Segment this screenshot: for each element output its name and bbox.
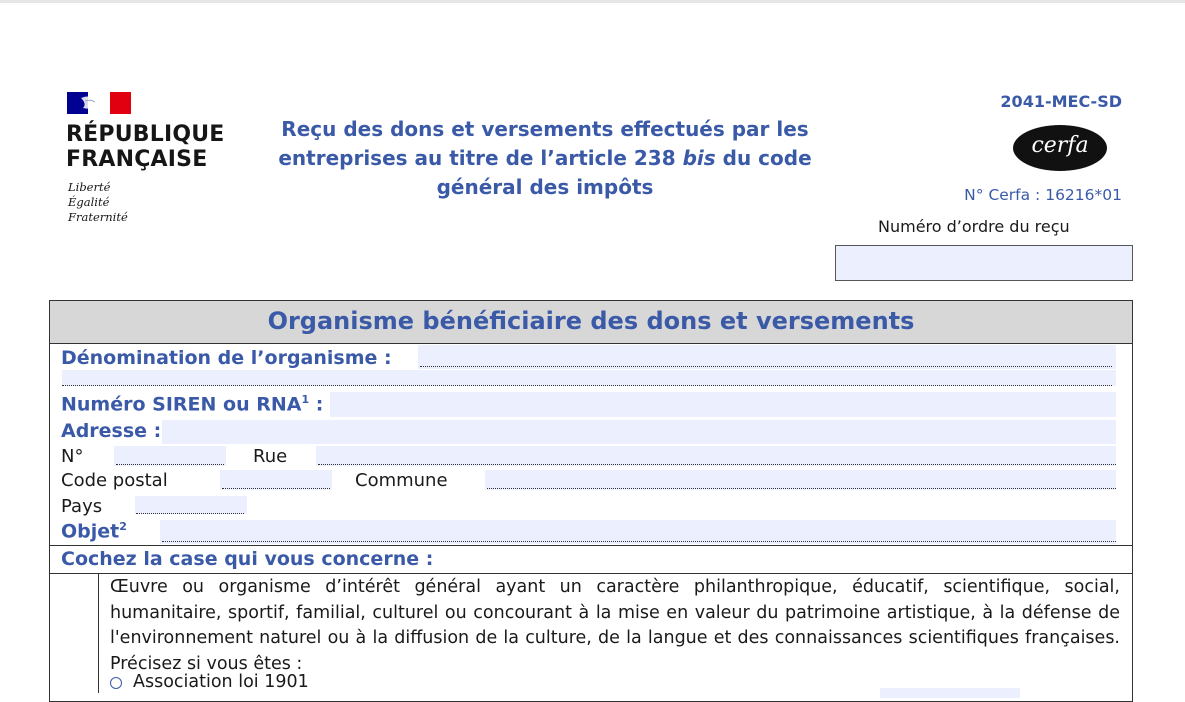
object-dotted-line bbox=[162, 541, 1116, 542]
republic-motto: Liberté Égalité Fraternité bbox=[68, 180, 128, 224]
denomination-dotted-line-2 bbox=[62, 385, 1112, 386]
city-label: Commune bbox=[355, 470, 448, 491]
order-number-label: Numéro d’ordre du reçu bbox=[878, 217, 1070, 236]
checkbox-row-top-border bbox=[50, 573, 1132, 574]
street-number-dotted-line bbox=[116, 464, 224, 465]
denomination-field-line2[interactable] bbox=[62, 370, 1116, 386]
cerfa-logo: cerfa bbox=[1013, 125, 1107, 171]
order-number-field[interactable] bbox=[835, 245, 1133, 281]
form-code: 2041-MEC-SD bbox=[1000, 92, 1122, 111]
country-field[interactable] bbox=[135, 496, 247, 514]
denomination-label: Dénomination de l’organisme : bbox=[61, 347, 392, 369]
section-title: Organisme bénéficiaire des dons et versements bbox=[267, 307, 915, 335]
siren-label: Numéro SIREN ou RNA$^1$ : bbox=[61, 393, 324, 416]
republique-francaise-name: RÉPUBLIQUE FRANÇAISE bbox=[66, 122, 225, 172]
siren-field[interactable] bbox=[330, 392, 1116, 417]
top-border bbox=[0, 0, 1185, 3]
section-header bbox=[50, 301, 1132, 344]
postal-code-field[interactable] bbox=[220, 470, 332, 490]
cerfa-number: N° Cerfa : 16216*01 bbox=[964, 186, 1122, 204]
country-label: Pays bbox=[61, 496, 103, 517]
address-field[interactable] bbox=[162, 420, 1116, 444]
marianne-flag-logo bbox=[67, 92, 131, 114]
check-instruction-label: Cochez la case qui vous concerne : bbox=[61, 548, 434, 570]
form-title: Reçu des dons et versements effectués par les entreprises au titre de l’article 238 bis du code général des impôts bbox=[278, 117, 812, 199]
street-number-label: N° bbox=[61, 446, 84, 467]
city-dotted-line bbox=[487, 488, 1116, 489]
postal-code-label: Code postal bbox=[61, 470, 168, 491]
street-dotted-line bbox=[318, 464, 1116, 465]
street-field[interactable] bbox=[316, 446, 1116, 466]
section-divider bbox=[50, 545, 1132, 546]
checkbox-column[interactable] bbox=[98, 573, 99, 693]
postal-code-dotted-line bbox=[222, 488, 330, 489]
street-number-field[interactable] bbox=[114, 446, 226, 466]
street-label: Rue bbox=[253, 446, 288, 467]
general-interest-description: Œuvre ou organisme d’intérêt général ayant un caractère philanthropique, éducatif, scientifique, social, humanitaire, sportif, familial, culturel ou concourant à la mise en valeur du patrimoine artistique, à la défense de l'environnement naturel ou à la diffusion de la culture, de la langue et des connaissances scientifiques françaises. Précisez si vous êtes : bbox=[110, 577, 1120, 674]
association-radio-button[interactable] bbox=[110, 677, 122, 689]
city-field[interactable] bbox=[485, 470, 1116, 490]
object-label: Objet$^2$ bbox=[61, 520, 127, 543]
country-dotted-line bbox=[136, 513, 244, 514]
address-label: Adresse : bbox=[61, 420, 162, 442]
denomination-dotted-line bbox=[420, 366, 1112, 367]
association-option-label: Association loi 1901 bbox=[133, 672, 309, 692]
